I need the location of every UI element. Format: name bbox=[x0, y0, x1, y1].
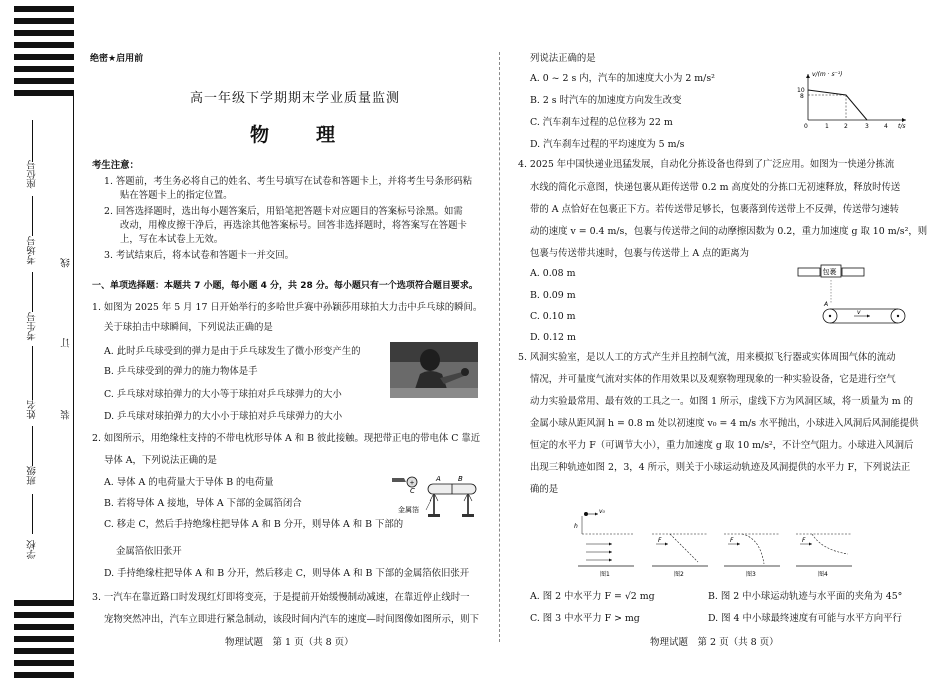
q3-stem: 列说法正确的是 bbox=[530, 53, 596, 64]
line-mark: 线 bbox=[61, 258, 72, 268]
q2-stem: 2. 如图所示，用绝缘柱支持的不带电枕形导体 A 和 B 彼此接触。现把带正电的带电体 C 靠近 bbox=[92, 433, 481, 444]
q3-graph-ytick: 10 bbox=[797, 87, 805, 94]
q4-stem: 包裹与传送带共速时，包裹与传送带上 A 点的距离为 bbox=[530, 248, 749, 259]
q3-stem: 宠物突然冲出，汽车立即进行紧急制动，该段时间内汽车的速度—时间图像如图所示，则下 bbox=[104, 614, 480, 625]
notice-line: 上，写在本试卷上无效。 bbox=[120, 234, 224, 245]
notice-line: 1. 答题前，考生务必将自己的姓名、考生号填写在试卷和答题卡上，并将考生号条形码粘 bbox=[104, 176, 473, 187]
svg-text:+: + bbox=[409, 479, 415, 487]
q3-graph-xtick: 4 bbox=[884, 123, 888, 130]
q2-fig-label-a: A bbox=[436, 475, 441, 483]
q5-figures bbox=[572, 504, 852, 580]
q5-option-a: A. 图 2 中水平力 F = √2 mg bbox=[530, 591, 655, 602]
class-label: 班级 bbox=[27, 466, 38, 485]
subject-title: 物 理 bbox=[250, 124, 350, 146]
school-label: 学校 bbox=[27, 540, 38, 559]
notice-line: 3. 考试结束后，将本试卷和答题卡一并交回。 bbox=[104, 250, 295, 261]
q3-stem: 3. 一汽车在靠近路口时发现红灯即将变亮，于是提前开始缓慢制动减速，在靠近停止线时一 bbox=[92, 592, 470, 603]
exam-no-label: 考生号 bbox=[27, 312, 38, 341]
q4-option-c: C. 0.10 m bbox=[530, 311, 576, 322]
q3-option-c: C. 汽车刹车过程的总位移为 22 m bbox=[530, 117, 673, 128]
q2-option-c: C. 移走 C，然后手持绝缘柱把导体 A 和 B 分开，则导体 A 和 B 下部的 bbox=[104, 519, 404, 530]
q5-fig-F: F bbox=[802, 537, 806, 544]
q4-option-d: D. 0.12 m bbox=[530, 332, 576, 343]
q1-stem: 关于球拍击中球瞬间，下列说法正确的是 bbox=[104, 322, 273, 333]
q1-stem: 1. 如图为 2025 年 5 月 17 日开始举行的多哈世乒赛中孙颖莎用球拍大力击中乒乓球的瞬间。 bbox=[92, 302, 483, 313]
q3-option-d: D. 汽车刹车过程的平均速度为 5 m/s bbox=[530, 139, 685, 150]
q5-stem: 5. 风洞实验室，是以人工的方式产生并且控制气流，用来模拟飞行器或实体周围气体的流动 bbox=[518, 352, 896, 363]
q5-stem: 金属小球从距风洞 h = 0.8 m 处以初速度 v₀ = 4 m/s 水平抛出，小球进入风洞后风洞能提供 bbox=[530, 418, 919, 429]
q5-stem: 动力实验最常用、最有效的工具之一。如图 1 所示，虚线下方为风洞区域，将一质量为 m 的 bbox=[530, 396, 914, 407]
exam-room-label: 考场号 bbox=[27, 236, 38, 265]
q5-option-b: B. 图 2 中小球运动轨迹与水平面的夹角为 45° bbox=[708, 591, 903, 602]
q1-option-a: A. 此时乒乓球受到的弹力是由于乒乓球发生了微小形变产生的 bbox=[104, 346, 361, 357]
q1-photo bbox=[390, 342, 478, 398]
q3-graph-xlabel: t/s bbox=[898, 123, 906, 130]
q3-graph-ytick: 8 bbox=[800, 93, 804, 100]
q5-fig-F: F bbox=[730, 537, 734, 544]
q5-fig-caption: 图3 bbox=[746, 571, 756, 578]
secret-label: 绝密★启用前 bbox=[90, 54, 144, 64]
q3-option-a: A. 0 ~ 2 s 内，汽车的加速度大小为 2 m/s² bbox=[530, 73, 715, 84]
q5-fig-caption: 图2 bbox=[674, 571, 684, 578]
q5-fig-F: F bbox=[658, 537, 662, 544]
exam-title: 高一年级下学期期末学业质量监测 bbox=[190, 91, 401, 106]
q4-fig-v: v bbox=[857, 309, 861, 316]
q3-graph-ylabel: v/(m · s⁻¹) bbox=[812, 71, 843, 78]
q4-fig-a: A bbox=[824, 301, 829, 308]
q5-fig3 bbox=[724, 534, 780, 578]
notice-line: 2. 回答选择题时，选出每小题答案后，用铅笔把答题卡对应题目的答案标号涂黑。如需 bbox=[104, 206, 463, 217]
q4-stem: 动的速度 v = 0.4 m/s，包裹与传送带之间的动摩擦因数为 0.2，重力加速度 g 取 10 m/s²，则 bbox=[530, 226, 928, 237]
q5-fig-caption: 图4 bbox=[818, 571, 828, 578]
name-label: 姓名 bbox=[27, 400, 38, 419]
q1-option-d: D. 乒乓球对球拍弹力的大小小于球拍对乒乓球弹力的大小 bbox=[104, 411, 343, 422]
q1-option-b: B. 乒乓球受到的弹力的施力物体是手 bbox=[104, 366, 258, 377]
binding-strip bbox=[14, 0, 74, 688]
page-footer-right: 物理试题 第 2 页（共 8 页） bbox=[650, 637, 779, 648]
q3-vt-graph bbox=[794, 68, 914, 130]
q1-option-c: C. 乒乓球对球拍弹力的大小等于球拍对乒乓球弹力的大小 bbox=[104, 389, 342, 400]
q4-option-a: A. 0.08 m bbox=[530, 268, 576, 279]
notice-line: 贴在答题卡上的指定位置。 bbox=[120, 190, 233, 201]
q5-fig1 bbox=[574, 508, 634, 578]
q3-graph-xtick: 0 bbox=[804, 123, 808, 130]
notice-heading: 考生注意： bbox=[92, 160, 139, 171]
q5-stem: 情况，并可量度气流对实体的作用效果以及观察物理现象的一种实验设备，它是进行空气 bbox=[530, 374, 896, 385]
q5-stem: 出现三种轨迹如图 2，3，4 所示，则关于小球运动轨迹及风洞提供的水平力 F，下列说法正 bbox=[530, 462, 911, 473]
column-divider bbox=[499, 52, 500, 642]
bind-mark: 装 bbox=[61, 410, 72, 420]
order-mark: 订 bbox=[61, 338, 72, 348]
q4-option-b: B. 0.09 m bbox=[530, 290, 576, 301]
q2-fig-label-c: C bbox=[410, 487, 415, 495]
q4-stem: 带的 A 点恰好在包裹正下方。若传送带足够长，包裹落到传送带上不反弹，传送带匀速转 bbox=[530, 204, 899, 215]
q5-fig2 bbox=[652, 534, 708, 578]
q5-option-c: C. 图 3 中水平力 F > mg bbox=[530, 613, 640, 624]
q5-fig-caption: 图1 bbox=[600, 571, 610, 578]
q4-stem: 水线的简化示意图，快递包裹从距传送带 0.2 m 高度处的分拣口无初速释放，释放时传送 bbox=[530, 182, 901, 193]
q5-fig4 bbox=[796, 534, 852, 578]
q5-option-d: D. 图 4 中小球最终速度有可能与水平方向平行 bbox=[708, 613, 902, 624]
q4-conveyor-figure bbox=[790, 262, 914, 330]
q4-stem: 4. 2025 年中国快递业迅猛发展，自动化分拣设备也得到了广泛应用。如图为一快递分拣流 bbox=[518, 159, 895, 170]
q2-fig-label-b: B bbox=[458, 475, 463, 483]
seat-label: 座位号 bbox=[27, 160, 38, 189]
q3-graph-xtick: 1 bbox=[825, 123, 829, 130]
q5-fig-v0: v₀ bbox=[599, 508, 605, 515]
q5-stem: 恒定的水平力 F（可调节大小），重力加速度 g 取 10 m/s²，不计空气阻力。小球进入风洞后 bbox=[530, 440, 914, 451]
q3-option-b: B. 2 s 时汽车的加速度方向发生改变 bbox=[530, 95, 682, 106]
section-heading: 一、单项选择题：本题共 7 小题，每小题 4 分，共 28 分。每小题只有一个选项符合题目要求。 bbox=[92, 281, 478, 291]
q5-stem: 确的是 bbox=[530, 484, 559, 495]
q2-stem: 导体 A，下列说法正确的是 bbox=[104, 455, 217, 466]
q2-option-b: B. 若将导体 A 接地，导体 A 下部的金属箔闭合 bbox=[104, 498, 302, 509]
q3-graph-xtick: 3 bbox=[865, 123, 869, 130]
q2-option-d: D. 手持绝缘柱把导体 A 和 B 分开，然后移走 C，则导体 A 和 B 下部的金属箔依旧张开 bbox=[104, 568, 470, 579]
page-footer-left: 物理试题 第 1 页（共 8 页） bbox=[225, 637, 354, 648]
q5-fig-h: h bbox=[574, 523, 578, 530]
q4-fig-box: 包裹 bbox=[822, 268, 837, 276]
q2-option-a: A. 导体 A 的电荷量大于导体 B 的电荷量 bbox=[104, 477, 274, 488]
q2-option-c-cont: 金属箔依旧张开 bbox=[116, 546, 182, 557]
q2-fig-label-foil: 金属箔 bbox=[398, 506, 419, 514]
notice-line: 改动，用橡皮擦干净后，再选涂其他答案标号。回答非选择题时，将答案写在答题卡 bbox=[120, 220, 467, 231]
q3-graph-xtick: 2 bbox=[844, 123, 848, 130]
q2-figure bbox=[388, 468, 484, 530]
